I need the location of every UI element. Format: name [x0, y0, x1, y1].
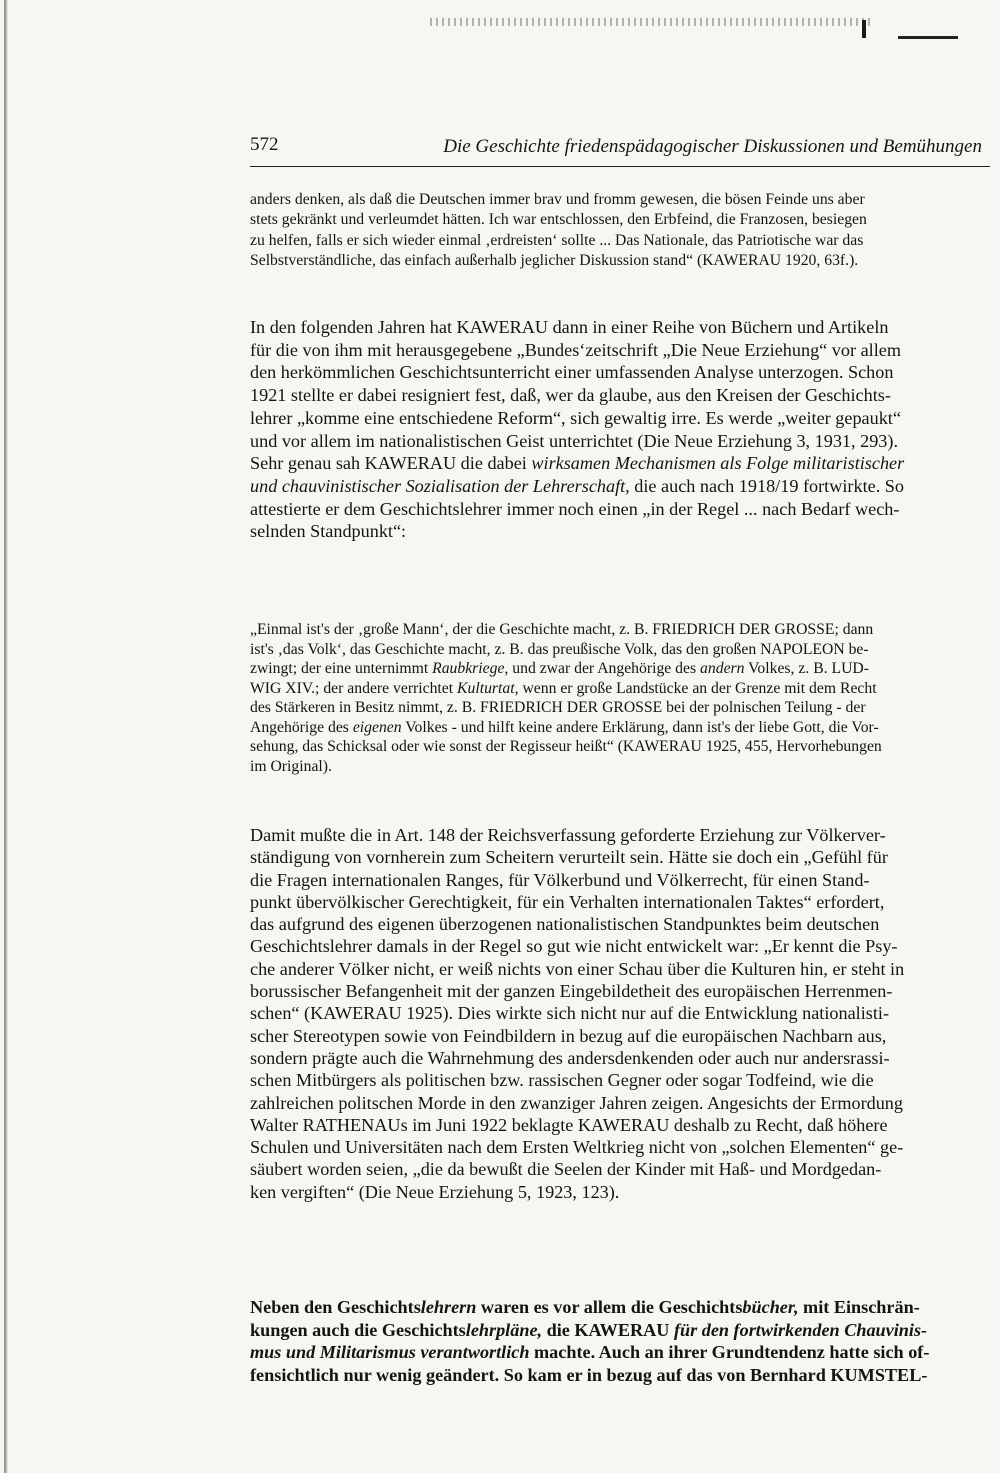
- text-line: das aufgrund des eigenen überzogenen nationalistischen Standpunktes beim deutschen: [250, 914, 880, 935]
- text-run: wenn er große Landstücke an der Grenze mit dem Recht: [518, 679, 877, 697]
- emphasis: und chauvinistischer Sozialisation der Lehrerschaft,: [250, 475, 630, 496]
- text-line: che anderer Völker nicht, er weiß nichts von einer Schau über die Kulturen hin, er steht in: [250, 958, 905, 979]
- text-line: sondern prägte auch die Wahrnehmung des andersdenkenden oder auch nur andersrassi-: [250, 1047, 890, 1068]
- text-line: den herkömmlichen Geschichtsunterricht einer umfassenden Analyse unterzogen. Schon: [250, 362, 894, 383]
- quote-top: [250, 190, 986, 272]
- text-line: [250, 1341, 988, 1364]
- text-run: Volkes, z. B. LUD-: [744, 660, 869, 677]
- quote-2: [250, 620, 986, 776]
- text-line: [250, 452, 986, 475]
- emphasis: wirksamen Mechanismen als Folge militaristischer: [531, 453, 905, 474]
- text-line: punkt übervölkischer Gerechtigkeit, für ein Verhalten internationalen Taktes“ erfordert,: [250, 891, 885, 912]
- text-line: Schulen und Universitäten nach dem Ersten Weltkrieg nicht von „solchen Elementen“ ge-: [250, 1137, 904, 1158]
- text-line: Damit mußte die in Art. 148 der Reichsverfassung geforderte Erziehung zur Völkerver-: [250, 825, 886, 845]
- emphasis: eigenen: [352, 718, 402, 736]
- text-line: ist's ‚das Volk‘, das Geschichte macht, z. B. das preußische Volk, das den großen NAPOLEON be-: [250, 640, 869, 658]
- text-line: In den folgenden Jahren hat KAWERAU dann in einer Reihe von Büchern und Artikeln: [250, 317, 889, 337]
- text-line: Selbstverständliche, das einfach außerhalb jeglicher Diskussion stand“ (KAWERAU 1920, 63f.).: [250, 252, 859, 270]
- emphasis: bücher,: [742, 1297, 799, 1317]
- text-run: die KAWERAU: [542, 1319, 674, 1340]
- paragraph-2: [250, 824, 988, 1203]
- text-line: Walter RATHENAUs im Juni 1922 beklagte KAWERAU deshalb zu Recht, daß höhere: [250, 1114, 888, 1135]
- emphasis: mus und Militarismus verantwortlich: [250, 1342, 530, 1363]
- text-line: attestierte er dem Geschichtslehrer immer noch einen „in der Regel ... nach Bedarf wech-: [250, 498, 900, 519]
- scan-artifact-bar: [898, 36, 958, 39]
- text-line: Geschichtslehrer damals in der Regel so gut wie nicht entwickelt war: „Er kennt die Psy-: [250, 936, 898, 957]
- text-run: WIG XIV.; der andere verrichtet: [250, 679, 458, 697]
- text-line: schen Mitbürgers als politischen bzw. rassischen Gegner oder sogar Todfeind, wie die: [250, 1070, 874, 1091]
- text-run: mit Einschrän-: [798, 1297, 920, 1317]
- scan-artifact-top: [430, 18, 870, 26]
- paragraph-1: [250, 316, 986, 543]
- text-line: säubert worden seien, „die da bewußt die Seelen der Kinder mit Haß- und Mordgedan-: [250, 1159, 882, 1180]
- text-line: borussischer Befangenheit mit der ganzen Eingebildetheit des europäischen Herrenmen-: [250, 981, 893, 1002]
- text-line: 1921 stellte er dabei resigniert fest, daß, wer da glaube, aus den Kreisen der Geschichts-: [250, 385, 891, 406]
- text-line: [250, 718, 986, 738]
- text-line: schen“ (KAWERAU 1925). Dies wirkte sich nicht nur auf die Entwicklung nationalisti-: [250, 1003, 889, 1024]
- text-line: zahlreichen politschen Morde in den zwanziger Jahren zeigen. Angesichts der Ermordung: [250, 1092, 903, 1113]
- text-line: des Stärkeren in Besitz nimmt, z. B. FRIEDRICH DER GROSSE bei der polnischen Teilung - der: [250, 699, 866, 716]
- text-run: Volkes - und hilft keine andere Erklärung, dann ist's der liebe Gott, die Vor-: [401, 718, 879, 736]
- text-line: „Einmal ist's der ‚große Mann‘, der die Geschichte macht, z. B. FRIEDRICH DER GROSSE; dann: [250, 621, 874, 638]
- text-line: [250, 679, 986, 699]
- text-run: Sehr genau sah KAWERAU die dabei: [250, 453, 532, 474]
- text-line: ständigung von vornherein zum Scheitern verurteilt sein. Hätte sie doch ein „Gefühl für: [250, 847, 888, 868]
- text-run: machte. Auch an ihrer Grundtendenz hatte sich of-: [529, 1342, 930, 1363]
- text-run: die auch nach 1918/19 fortwirkte. So: [629, 475, 904, 496]
- running-head: Die Geschichte friedenspädagogischer Diskussionen und Bemühungen: [443, 136, 982, 157]
- emphasis: Kulturtat,: [457, 679, 519, 697]
- text-run: waren es vor allem die Geschichts: [476, 1297, 743, 1317]
- text-line: lehrer „komme eine entschiedene Reform“, sich gewaltig irre. Es werde „weiter gepaukt“: [250, 407, 901, 428]
- text-run: Angehörige des: [250, 718, 353, 736]
- emphasis: lehrern: [420, 1297, 477, 1317]
- emphasis: lehrpläne,: [465, 1319, 543, 1340]
- text-line: anders denken, als daß die Deutschen immer brav und fromm gewesen, die bösen Feinde uns aber: [250, 191, 865, 208]
- text-run: kungen auch die Geschichts: [250, 1319, 466, 1340]
- text-line: für die von ihm mit herausgegebene „Bundes‘zeitschrift „Die Neue Erziehung“ vor allem: [250, 339, 901, 360]
- text-line: die Fragen internationalen Ranges, für Völkerbund und Völkerrecht, für einen Stand-: [250, 869, 870, 890]
- text-line: [250, 1296, 988, 1319]
- text-line: fensichtlich nur wenig geändert. So kam er in bezug auf das von Bernhard KUMSTEL-: [250, 1365, 928, 1386]
- emphasis: für den fortwirkenden Chauvinis-: [673, 1319, 928, 1340]
- text-run: Neben den Geschichts: [250, 1297, 421, 1317]
- text-line: zu helfen, falls er sich wieder einmal ‚erdreisten‘ sollte ... Das Nationale, das Patriotische war das: [250, 231, 864, 249]
- text-line: sehung, das Schicksal oder wie sonst der Regisseur heißt“ (KAWERAU 1925, 455, Hervorhebungen: [250, 738, 882, 755]
- text-line: und vor allem im nationalistischen Geist unterrichtet (Die Neue Erziehung 3, 1931, 293).: [250, 430, 899, 451]
- page-header: [250, 130, 990, 167]
- page-number: 572: [250, 134, 279, 155]
- text-line: scher Stereotypen sowie von Feindbildern in bezug auf die europäischen Nachbarn aus,: [250, 1025, 887, 1046]
- paragraph-3: [250, 1296, 988, 1387]
- text-line: [250, 659, 986, 679]
- scan-spine-shadow: [4, 0, 8, 1473]
- text-line: selnden Standpunkt“:: [250, 521, 407, 542]
- text-line: [250, 1319, 988, 1342]
- text-line: [250, 475, 986, 498]
- text-run: zwingt; der eine unternimmt: [250, 660, 433, 677]
- scan-artifact-mark: [862, 20, 866, 38]
- emphasis: andern: [700, 660, 745, 677]
- text-line: im Original).: [250, 757, 332, 775]
- text-run: und zwar der Angehörige des: [508, 660, 701, 677]
- text-line: stets gekränkt und verleumdet hätten. Ich war entschlossen, den Erbfeind, die Franzosen, besiegen: [250, 211, 867, 229]
- text-line: ken vergiften“ (Die Neue Erziehung 5, 1923, 123).: [250, 1181, 620, 1202]
- emphasis: Raubkriege,: [432, 660, 509, 677]
